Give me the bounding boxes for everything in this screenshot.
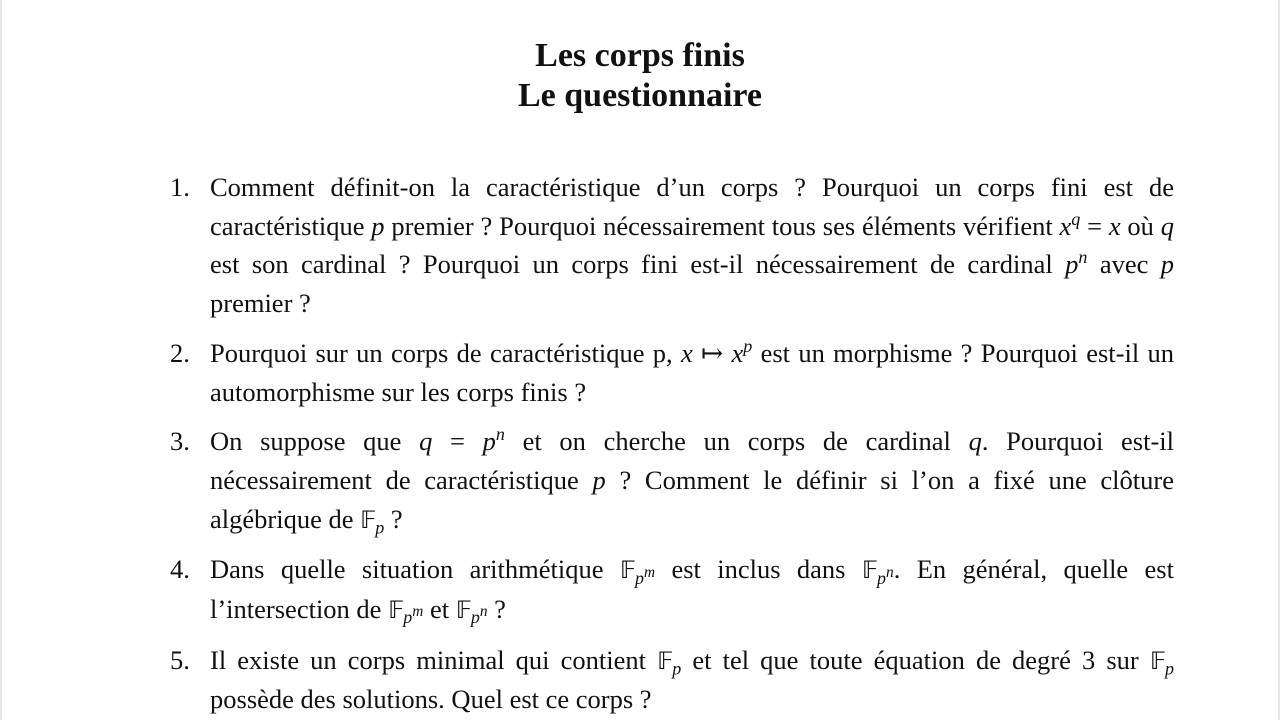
question-text: Pourquoi sur un corps de caractéristique p, x ↦ $x^p$ est un morphisme ? Pourquoi est-il un automorphisme sur les corps finis ? [210, 335, 1174, 407]
question-item [164, 422, 1174, 539]
question-item [164, 334, 1174, 411]
question-text: On suppose que $q = p^n$ et on cherche un corps de cardinal q. Pourquoi est-il nécessairement de caractéristique p ? Comment le définir si l’on a fixé une clôture algébrique de 𝔽$_p$ ? [210, 424, 1174, 538]
question-number: 1. [170, 172, 190, 202]
title-line-2: Le questionnaire [517, 77, 762, 114]
question-item [164, 641, 1174, 719]
question-text: Dans quelle situation arithmétique 𝔽$_{p^m}$ est inclus dans 𝔽$_{p^n}$. En général, quelle est l’intersection de 𝔽$_{p^m}$ et 𝔽$_{p^n}$ ? [210, 554, 1174, 628]
question-number: 2. [170, 337, 190, 368]
question-item [164, 168, 1174, 323]
question-text: Il existe un corps minimal qui contient 𝔽$_p$ et tel que toute équation de degré 3 sur 𝔽$_p$ possède des solutions. Quel est ce corps ? [210, 644, 1174, 715]
title-line-1: Les corps finis [535, 37, 745, 74]
question-number: 3. [170, 426, 190, 457]
document-title [0, 36, 1280, 116]
question-list [164, 168, 1174, 720]
question-item [164, 550, 1174, 629]
question-number: 4. [170, 554, 190, 585]
question-number: 5. [170, 644, 190, 675]
question-text: Comment définit-on la caractéristique d’un corps ? Pourquoi un corps fini est de caractéristique p premier ? Pourquoi nécessairement tous ses éléments vérifient $x^q = x$ où q est son cardinal ? Pourquoi un corps fini est-il nécessairement de cardinal $p^n$ avec p premier ? [210, 172, 1174, 319]
